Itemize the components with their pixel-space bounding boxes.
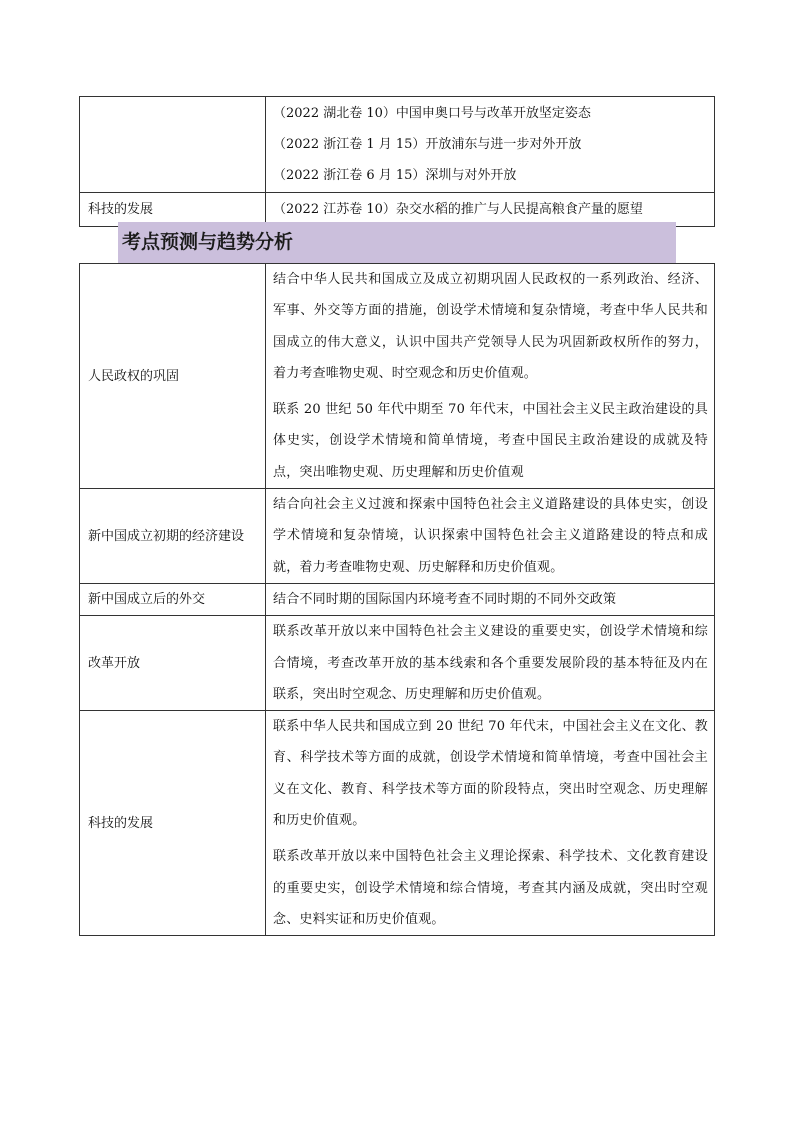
analysis-paragraph: 联系 20 世纪 50 年代中期至 70 年代末，中国社会主义民主政治建设的具体史实，创设学术情境和简单情境，考查中国民主政治建设的成就及特点，突出唯物史观、历史理解和历史价值观 [273, 402, 708, 480]
reference-cell [266, 97, 715, 193]
topic-cell: 科技的发展 [80, 711, 266, 936]
topic-cell: 新中国成立初期的经济建设 [80, 489, 266, 584]
exam-reference: （2022 湖北卷 10）中国申奥口号与改革开放坚定姿态 [273, 106, 591, 121]
table-row [80, 264, 715, 489]
exam-reference: （2022 浙江卷 1 月 15）开放浦东与进一步对外开放 [273, 137, 582, 152]
table-row [80, 489, 715, 584]
analysis-cell [266, 583, 715, 615]
exam-reference: （2022 浙江卷 6 月 15）深圳与对外开放 [273, 168, 517, 183]
table-row [80, 583, 715, 615]
topic-cell: 科技的发展 [80, 193, 266, 227]
analysis-paragraph: 联系中华人民共和国成立到 20 世纪 70 年代末，中国社会主义在文化、教育、科学技术等方面的成就，创设学术情境和简单情境，考查中国社会主义在文化、教育、科学技术等方面的阶段特点，突出时空观念、历史理解和历史价值观。 [273, 719, 708, 829]
table-row [80, 711, 715, 936]
topic-cell: 新中国成立后的外交 [80, 583, 266, 615]
exam-reference: （2022 江苏卷 10）杂交水稻的推广与人民提高粮食产量的愿望 [273, 202, 643, 217]
topic-cell: 人民政权的巩固 [80, 264, 266, 489]
analysis-paragraph: 联系改革开放以来中国特色社会主义建设的重要史实，创设学术情境和综合情境，考查改革开放的基本线索和各个重要发展阶段的基本特征及内在联系，突出时空观念、历史理解和历史价值观。 [273, 624, 708, 702]
analysis-cell [266, 711, 715, 936]
analysis-cell [266, 264, 715, 489]
topic-cell: 改革开放 [80, 616, 266, 711]
analysis-paragraph: 结合不同时期的国际国内环境考查不同时期的不同外交政策 [273, 591, 617, 607]
analysis-cell [266, 489, 715, 584]
topic-cell [80, 97, 266, 193]
analysis-paragraph: 结合向社会主义过渡和探索中国特色社会主义道路建设的具体史实，创设学术情境和复杂情境，认识探索中国特色社会主义道路建设的特点和成就，着力考查唯物史观、历史解释和历史价值观。 [273, 497, 708, 575]
section-heading: 考点预测与趋势分析 [118, 222, 676, 263]
analysis-paragraph: 结合中华人民共和国成立及成立初期巩固人民政权的一系列政治、经济、军事、外交等方面的措施，创设学术情境和复杂情境，考查中华人民共和国成立的伟大意义，认识中国共产党领导人民为巩固新政权所作的努力，着力考查唯物史观、时空观念和历史价值观。 [273, 272, 708, 381]
analysis-cell [266, 616, 715, 711]
table-row [80, 616, 715, 711]
prediction-analysis-table [79, 263, 715, 936]
table-row [80, 97, 715, 193]
analysis-paragraph: 联系改革开放以来中国特色社会主义理论探索、科学技术、文化教育建设的重要史实，创设学术情境和综合情境，考查其内涵及成就，突出时空观念、史料实证和历史价值观。 [273, 849, 708, 927]
exam-reference-table [79, 96, 715, 227]
